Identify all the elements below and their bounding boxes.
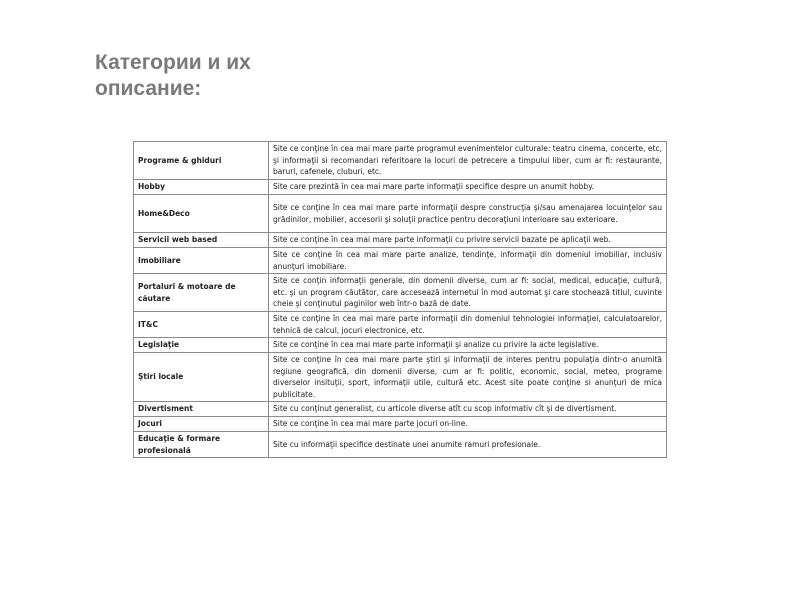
page-title-line-1: Категории и их xyxy=(95,51,251,74)
table-row xyxy=(134,338,667,353)
category-name: Hobby xyxy=(134,180,269,195)
category-name: Programe & ghiduri xyxy=(134,142,269,180)
table-row xyxy=(134,195,667,233)
category-name: Jocuri xyxy=(134,417,269,432)
table-row xyxy=(134,353,667,402)
category-name: Legislaţie xyxy=(134,338,269,353)
category-name: Servicii web based xyxy=(134,233,269,248)
table-row xyxy=(134,142,667,180)
category-description: Site ce conţine în cea mai mare parte informaţii şi analize cu privire la acte legislative. xyxy=(269,338,667,353)
table-row xyxy=(134,432,667,458)
category-description: Site care prezintă în cea mai mare parte informaţii specifice despre un anumit hobby. xyxy=(269,180,667,195)
category-description: Site ce conţin informaţii generale, din domenii diverse, cum ar fi: social, medical, educaţie, cultură, etc. şi un program căutător, care accesează internetul în mod automat şi care stochează titlul, cuvinte cheie şi conţinutul paginilor web într-o bază de date. xyxy=(269,274,667,312)
category-description: Site ce conţine în cea mai mare parte jocuri on-line. xyxy=(269,417,667,432)
categories-table xyxy=(133,141,667,458)
category-name: IT&C xyxy=(134,312,269,338)
category-description: Site ce conţine în cea mai mare parte informaţii cu privire servicii bazate pe aplicaţii web. xyxy=(269,233,667,248)
category-description: Site ce conţine în cea mai mare parte ştiri şi informaţii de interes pentru populaţia dintr-o anumită regiune geografică, din domenii diverse, cum ar fi: politic, economic, social, meteo, programe diverselor insituţii, sport, informaţii utile, cultură etc. Acest site poate conţine si anunţuri de mica publicitate. xyxy=(269,353,667,402)
category-description: Site ce conţine în cea mai mare parte informaţii despre construcţia şi/sau amenajarea locuinţelor sau grădinilor, mobilier, accesorii şi soluţii practice pentru decoraţiuni interioare sau exterioare. xyxy=(269,195,667,233)
category-name: Portaluri & motoare de căutare xyxy=(134,274,269,312)
category-name: Ştiri locale xyxy=(134,353,269,402)
table-row xyxy=(134,402,667,417)
table-row xyxy=(134,248,667,274)
table-row xyxy=(134,274,667,312)
category-description: Site ce conţine în cea mai mare parte analize, tendinţe, informaţii din domeniul imobiliar, inclusiv anunţuri imobiliare. xyxy=(269,248,667,274)
category-description: Site cu informaţii specifice destinate unei anumite ramuri profesionale. xyxy=(269,432,667,458)
table-row xyxy=(134,180,667,195)
category-name: Home&Deco xyxy=(134,195,269,233)
category-name: Divertisment xyxy=(134,402,269,417)
category-description: Site cu conţinut generalist, cu articole diverse atît cu scop informativ cît şi de divertisment. xyxy=(269,402,667,417)
table-row xyxy=(134,417,667,432)
category-name: Educaţie & formare profesională xyxy=(134,432,269,458)
category-description: Site ce conţine în cea mai mare parte programul evenimentelor culturale: teatru cinema, concerte, etc, şi informaţii si recomandari referitoare la locuri de petrecere a timpului liber, cum ar fi: restaurante, baruri, cafenele, cluburi, etc. xyxy=(269,142,667,180)
page-title xyxy=(95,50,395,102)
category-description: Site ce conţine în cea mai mare parte informaţii din domeniul tehnologiei informaţiei, calculatoarelor, tehnică de calcul, jocuri electronice, etc. xyxy=(269,312,667,338)
table-row xyxy=(134,233,667,248)
category-name: Imobiliare xyxy=(134,248,269,274)
page-title-line-2: описание: xyxy=(95,77,202,100)
table-row xyxy=(134,312,667,338)
